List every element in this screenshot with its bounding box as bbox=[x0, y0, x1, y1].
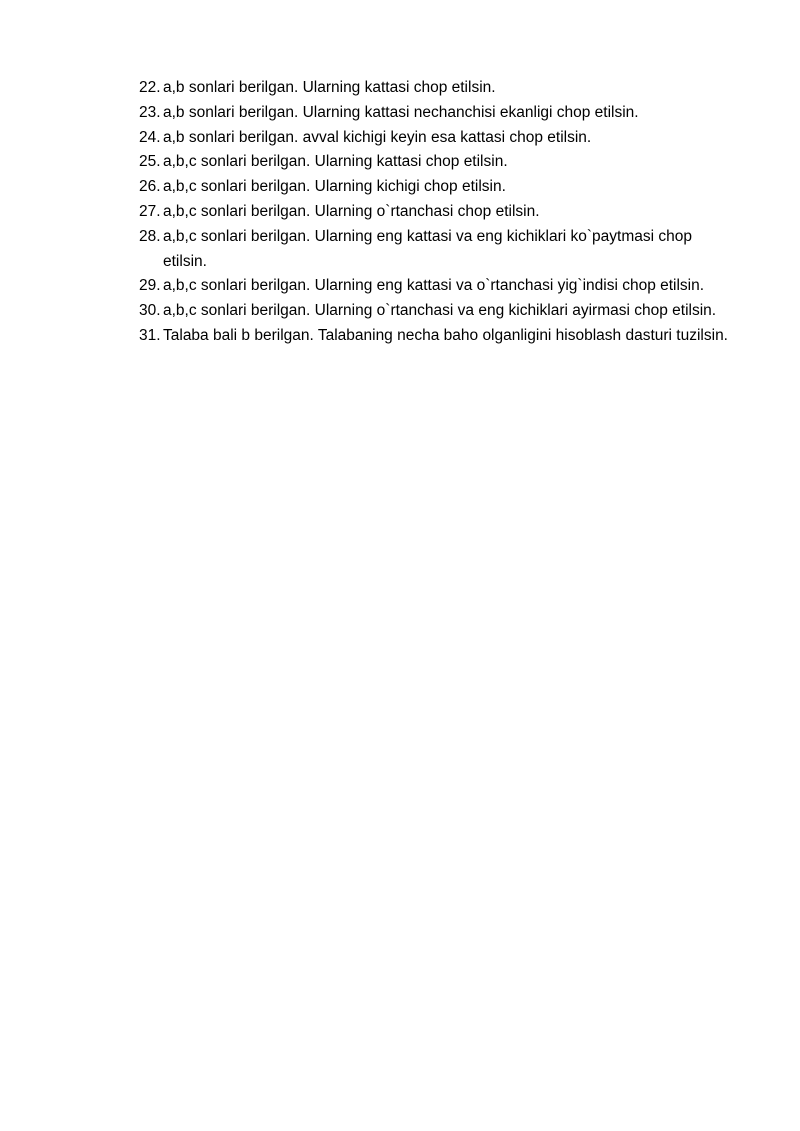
task-text: a,b,c sonlari berilgan. Ularning kattasi chop etilsin. bbox=[163, 153, 508, 171]
task-number: 26. bbox=[139, 178, 161, 196]
task-item-29 bbox=[139, 274, 739, 299]
task-number: 30. bbox=[139, 302, 161, 320]
task-item-30 bbox=[139, 299, 739, 324]
task-number: 31. bbox=[139, 326, 161, 344]
task-number: 23. bbox=[139, 103, 161, 121]
task-item-26 bbox=[139, 175, 739, 200]
task-text: a,b,c sonlari berilgan. Ularning o`rtanchasi chop etilsin. bbox=[163, 202, 540, 220]
task-text: a,b sonlari berilgan. Ularning kattasi nechanchisi ekanligi chop etilsin. bbox=[163, 103, 639, 121]
task-text: Talaba bali b berilgan. Talabaning necha baho olganligini hisoblash dasturi tuzilsin. bbox=[163, 326, 728, 344]
task-text: a,b,c sonlari berilgan. Ularning eng kattasi va eng kichiklari ko`paytmasi chop etilsin. bbox=[163, 227, 692, 270]
task-number: 22. bbox=[139, 79, 161, 96]
task-number: 25. bbox=[139, 153, 161, 171]
task-text: a,b,c sonlari berilgan. Ularning eng kattasi va o`rtanchasi yig`indisi chop etilsin. bbox=[163, 277, 705, 295]
task-number: 29. bbox=[139, 277, 161, 295]
task-item-24 bbox=[139, 126, 739, 151]
task-number: 24. bbox=[139, 128, 161, 146]
task-list bbox=[139, 76, 739, 349]
task-item-23 bbox=[139, 101, 739, 126]
task-item-22 bbox=[139, 76, 739, 101]
task-item-31 bbox=[139, 324, 739, 349]
task-item-27 bbox=[139, 200, 739, 225]
task-item-25 bbox=[139, 150, 739, 175]
task-text: a,b,c sonlari berilgan. Ularning o`rtanchasi va eng kichiklari ayirmasi chop etilsin. bbox=[163, 302, 717, 320]
task-text: a,b sonlari berilgan. Ularning kattasi chop etilsin. bbox=[163, 79, 496, 96]
task-text: a,b,c sonlari berilgan. Ularning kichigi chop etilsin. bbox=[163, 178, 506, 196]
task-number: 28. bbox=[139, 227, 161, 245]
task-number: 27. bbox=[139, 202, 161, 220]
task-item-28 bbox=[139, 225, 739, 275]
task-text: a,b sonlari berilgan. avval kichigi keyin esa kattasi chop etilsin. bbox=[163, 128, 592, 146]
